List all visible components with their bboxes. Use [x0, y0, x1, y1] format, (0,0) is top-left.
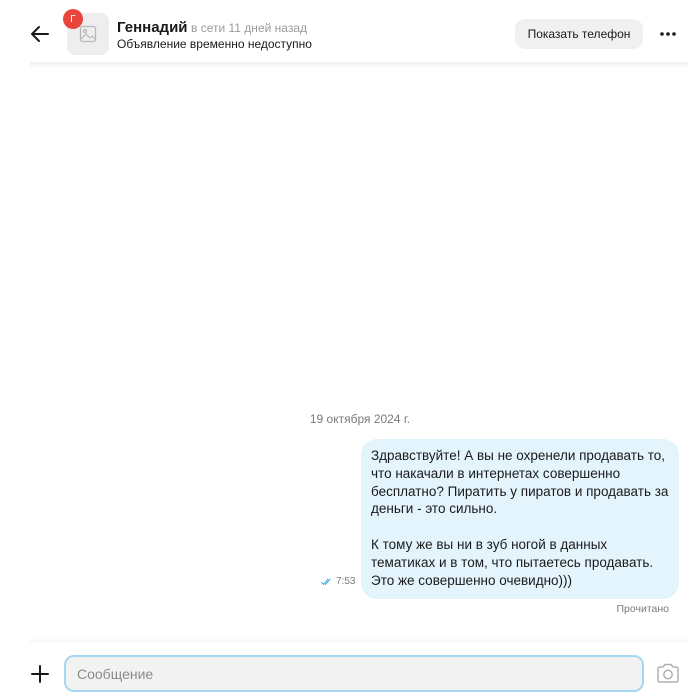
message-time: 7:53 [336, 576, 356, 587]
contact-name[interactable]: Геннадий [117, 19, 188, 36]
attach-button[interactable] [28, 662, 52, 686]
more-options-button[interactable] [656, 24, 680, 44]
image-placeholder-icon [79, 25, 97, 43]
double-check-icon [321, 578, 333, 586]
arrow-left-icon [28, 22, 52, 46]
date-separator: 19 октября 2024 г. [309, 412, 411, 426]
message-meta [321, 576, 355, 587]
listing-status[interactable]: Объявление временно недоступно [117, 37, 312, 51]
camera-icon [656, 662, 680, 684]
outgoing-message-bubble[interactable] [361, 439, 679, 599]
plus-icon [28, 662, 52, 686]
message-text: Здравствуйте! А вы не охренели продавать то, что накачали в интернетах совершенно бесплатно? Пиратить у пиратов и продавать за деньги - это сильно. К тому же вы ни в зуб ногой в данных тематиках и в том, что пытаетесь продавать. Это же совершенно очевидно))) [371, 448, 669, 588]
avatar: Г [63, 9, 83, 29]
message-input[interactable] [64, 655, 644, 692]
show-phone-button[interactable]: Показать телефон [515, 19, 643, 49]
more-horizontal-icon [659, 31, 677, 37]
header-divider [30, 62, 688, 68]
read-status: Прочитано [616, 603, 669, 615]
online-status: в сети 11 дней назад [191, 21, 307, 35]
back-button[interactable] [28, 22, 52, 46]
camera-button[interactable] [656, 662, 680, 684]
